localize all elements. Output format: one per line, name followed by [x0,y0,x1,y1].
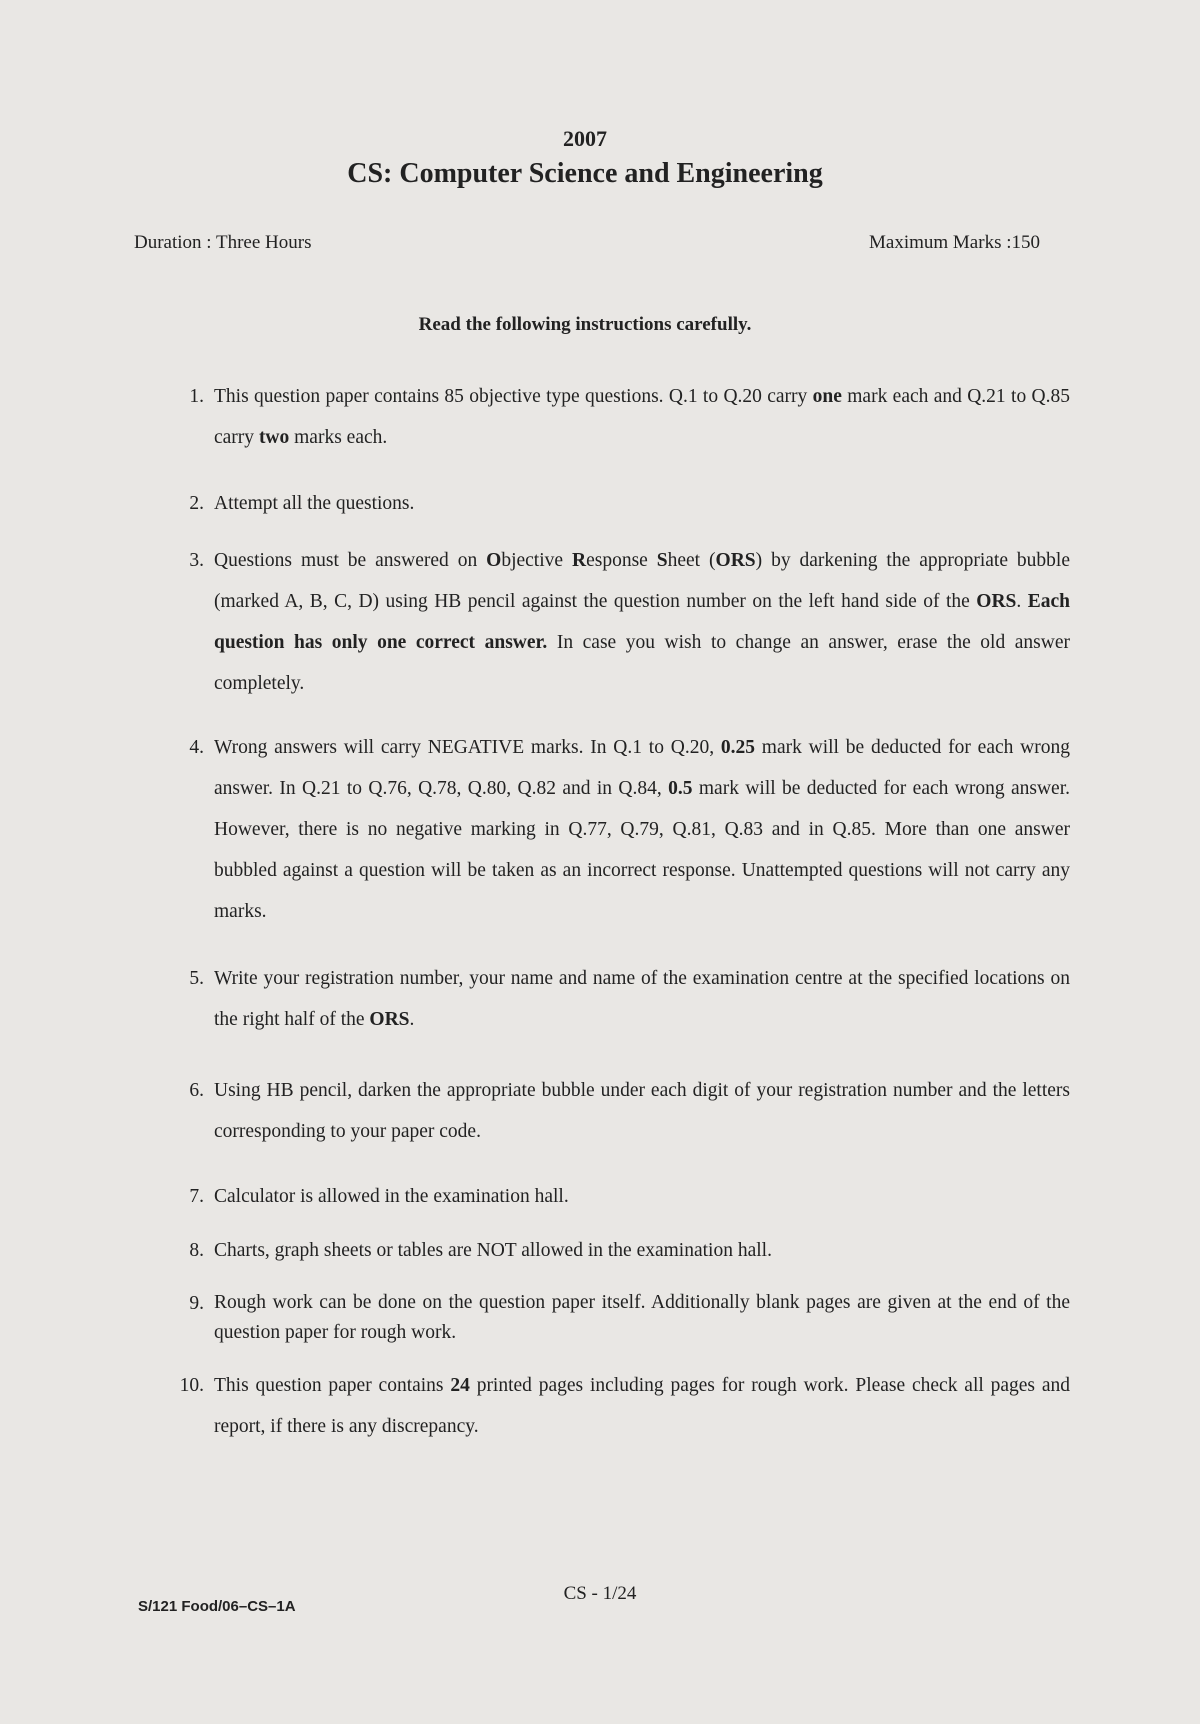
text-run: . [1016,591,1028,612]
instruction-text [214,1283,1070,1348]
instruction-text [214,1365,1070,1447]
text-run: Using HB pencil, darken the appropriate bubble under each digit of your registration number and the letters corresponding to your paper code. [214,1080,1070,1142]
text-run: bjective [501,550,572,571]
text-run: Rough work can be done on the question paper itself. Additionally blank pages are given at the end of the question paper for rough work. [214,1292,1070,1343]
text-run: This question paper contains 85 objective type questions. Q.1 to Q.20 carry [214,386,813,407]
emphasis-text: R [571,550,587,571]
instruction-item-4 [150,727,1070,932]
emphasis-text: one [812,386,842,407]
instruction-number: 9. [189,1293,204,1314]
instruction-item-2 [150,483,1070,524]
instruction-item-7 [150,1176,1070,1217]
duration-text: Duration : Three Hours [134,232,312,253]
text-run: Calculator is allowed in the examination hall. [214,1186,569,1207]
instruction-number: 8. [189,1240,204,1261]
emphasis-text: 24 [450,1375,470,1396]
instruction-item-9 [150,1283,1070,1348]
exam-year: 2007 [563,126,607,151]
instructions-heading: Read the following instructions carefully. [418,314,752,335]
emphasis-text: Each question has only one correct answer. [214,591,1070,653]
text-run: In case you wish to change an answer, erase the old answer completely. [214,632,1070,694]
instruction-number: 10. [179,1375,204,1396]
instruction-text [214,540,1070,704]
emphasis-text: 0.25 [720,737,755,758]
text-run: This question paper contains [214,1375,451,1396]
instruction-item-6 [150,1070,1070,1152]
emphasis-text: ORS [369,1009,410,1030]
instruction-number: 3. [189,550,204,571]
text-run: Wrong answers will carry NEGATIVE marks. In Q.1 to Q.20, [214,737,721,758]
exam-title: CS: Computer Science and Engineering [347,158,823,189]
instruction-number: 4. [189,737,204,758]
text-run: . [409,1009,415,1030]
instruction-text [214,483,1070,524]
instruction-text [214,1230,1070,1271]
max-marks-text: Maximum Marks :150 [869,232,1040,253]
instruction-number: 2. [189,493,204,514]
instruction-number: 6. [189,1080,204,1101]
instruction-text [214,958,1070,1040]
text-run: Charts, graph sheets or tables are NOT allowed in the examination hall. [214,1240,772,1261]
paper-code: S/121 Food/06–CS–1A [138,1598,296,1615]
text-run: ) by darkening the appropriate bubble (marked A, B, C, D) using HB pencil against the question number on the left hand side of the [214,550,1070,612]
instruction-text [214,1176,1070,1217]
emphasis-text: ORS [715,550,756,571]
instruction-item-5 [150,958,1070,1040]
instruction-item-3 [150,540,1070,704]
text-run: esponse [586,550,657,571]
text-run: mark will be deducted for each wrong answer. In Q.21 to Q.76, Q.78, Q.80, Q.82 and in Q.84, [214,737,1070,799]
page-number: CS - 1/24 [563,1583,637,1604]
text-run: mark will be deducted for each wrong answer. However, there is no negative marking in Q.77, Q.79, Q.81, Q.83 and in Q.85. More than one answer bubbled against a question will be taken as an incorrect response. Unattempted questions will not carry any marks. [214,778,1070,922]
text-run: printed pages including pages for rough work. Please check all pages and report, if there is any discrepancy. [214,1375,1070,1437]
text-run: mark each and Q.21 to Q.85 carry [214,386,1070,448]
emphasis-text: ORS [976,591,1017,612]
text-run: Attempt all the questions. [214,493,415,514]
text-run: Questions must be answered on [214,550,487,571]
instruction-number: 1. [189,386,204,407]
instruction-number: 7. [189,1186,204,1207]
instruction-text [214,727,1070,932]
instruction-item-8 [150,1230,1070,1271]
text-run: heet ( [667,550,716,571]
text-run: marks each. [289,427,388,448]
instruction-text [214,376,1070,458]
emphasis-text: O [486,550,502,571]
instruction-item-1 [150,376,1070,458]
instruction-item-10 [150,1365,1070,1447]
emphasis-text: S [656,550,668,571]
instruction-text [214,1070,1070,1152]
emphasis-text: two [258,427,290,448]
instruction-number: 5. [189,968,204,989]
emphasis-text: 0.5 [668,778,693,799]
text-run: Write your registration number, your name and name of the examination centre at the specified locations on the right half of the [214,968,1070,1030]
